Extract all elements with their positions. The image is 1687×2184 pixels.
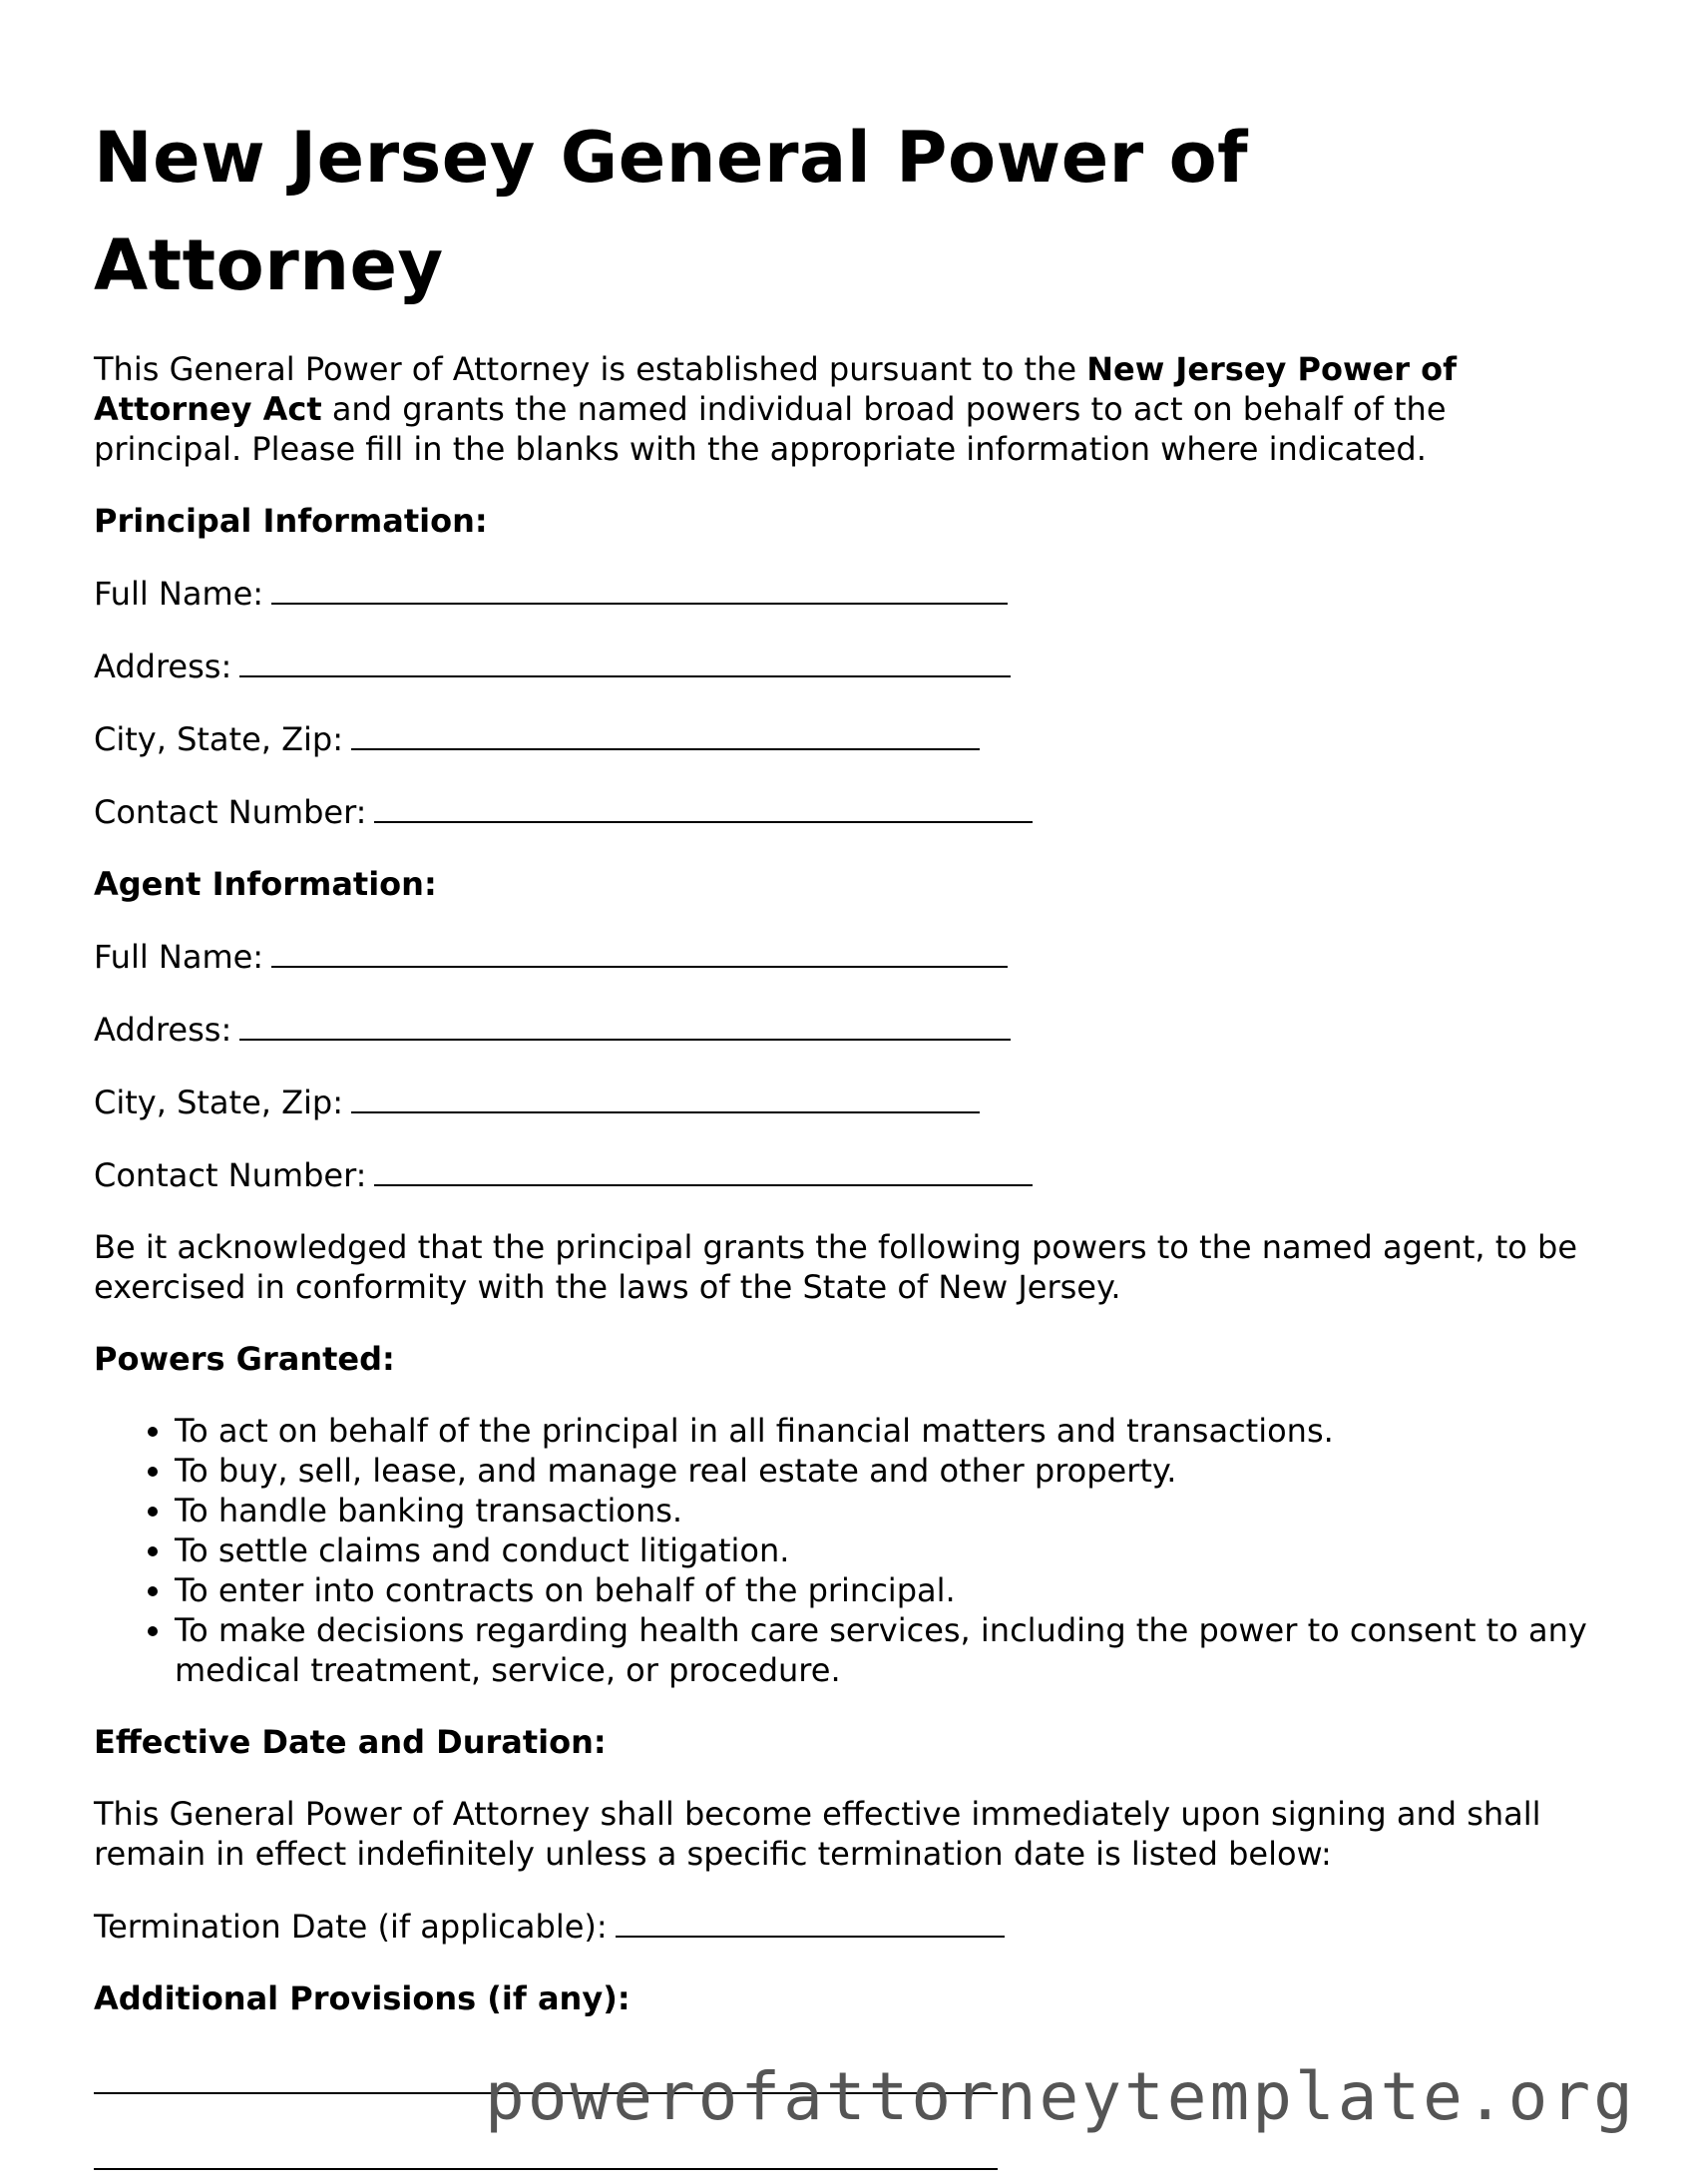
principal-contact-row xyxy=(94,791,1590,832)
powers-heading: Powers Granted: xyxy=(94,1340,395,1378)
principal-city-row xyxy=(94,718,1590,759)
principal-heading: Principal Information: xyxy=(94,502,488,540)
principal-full-name-label: Full Name: xyxy=(94,575,264,613)
agent-address-row xyxy=(94,1009,1590,1050)
effective-heading: Effective Date and Duration: xyxy=(94,1723,607,1761)
termination-date-blank[interactable] xyxy=(616,1906,1005,1938)
agent-heading: Agent Information: xyxy=(94,865,437,903)
additional-provision-line-2[interactable] xyxy=(94,2134,998,2170)
document-page xyxy=(94,104,1590,2170)
termination-date-label: Termination Date (if applicable): xyxy=(94,1908,608,1946)
principal-contact-blank[interactable] xyxy=(374,791,1033,823)
intro-text-start: This General Power of Attorney is established pursuant to the xyxy=(94,350,1087,388)
principal-address-row xyxy=(94,646,1590,686)
termination-date-row xyxy=(94,1906,1590,1947)
principal-address-blank[interactable] xyxy=(239,646,1011,677)
list-item: • To make decisions regarding health care services, including the power to consent to any medical treatment, service, or procedure. xyxy=(175,1610,1590,1690)
principal-full-name-row xyxy=(94,573,1590,614)
agent-full-name-row xyxy=(94,936,1590,977)
principal-city-label: City, State, Zip: xyxy=(94,720,344,758)
effective-paragraph: This General Power of Attorney shall become effective immediately upon signing and shall remain in effect indefinitely unless a specific termination date is listed below: xyxy=(94,1795,1541,1873)
agent-city-row xyxy=(94,1082,1590,1122)
agent-contact-blank[interactable] xyxy=(374,1154,1033,1186)
principal-full-name-blank[interactable] xyxy=(271,573,1008,605)
intro-paragraph xyxy=(94,349,1590,469)
intro-act-name: New Jersey Power of Attorney Act xyxy=(94,350,1458,428)
principal-address-label: Address: xyxy=(94,648,232,685)
agent-full-name-label: Full Name: xyxy=(94,938,264,976)
agent-address-blank[interactable] xyxy=(239,1009,1011,1041)
list-item: • To act on behalf of the principal in all financial matters and transactions. xyxy=(175,1411,1590,1451)
agent-full-name-blank[interactable] xyxy=(271,936,1008,968)
intro-text-end: and grants the named individual broad powers to act on behalf of the principal. Please fill in the blanks with the appropriate information where indicated. xyxy=(94,390,1447,468)
additional-heading: Additional Provisions (if any): xyxy=(94,1979,631,2017)
acknowledgement-paragraph: Be it acknowledged that the principal grants the following powers to the named agent, to be exercised in conformity with the laws of the State of New Jersey. xyxy=(94,1228,1578,1306)
list-item: • To enter into contracts on behalf of the principal. xyxy=(175,1570,1590,1610)
document-title: New Jersey General Power of Attorney xyxy=(94,117,1249,306)
list-item: • To handle banking transactions. xyxy=(175,1491,1590,1530)
watermark: powerofattorneytemplate.org xyxy=(485,2058,1636,2135)
agent-city-label: City, State, Zip: xyxy=(94,1084,344,1121)
list-item: • To buy, sell, lease, and manage real estate and other property. xyxy=(175,1451,1590,1491)
principal-contact-label: Contact Number: xyxy=(94,793,367,831)
principal-city-blank[interactable] xyxy=(351,718,980,750)
agent-contact-label: Contact Number: xyxy=(94,1156,367,1194)
powers-list xyxy=(94,1411,1590,1690)
agent-contact-row xyxy=(94,1154,1590,1195)
list-item: • To settle claims and conduct litigation. xyxy=(175,1530,1590,1570)
agent-city-blank[interactable] xyxy=(351,1082,980,1113)
agent-address-label: Address: xyxy=(94,1011,232,1049)
